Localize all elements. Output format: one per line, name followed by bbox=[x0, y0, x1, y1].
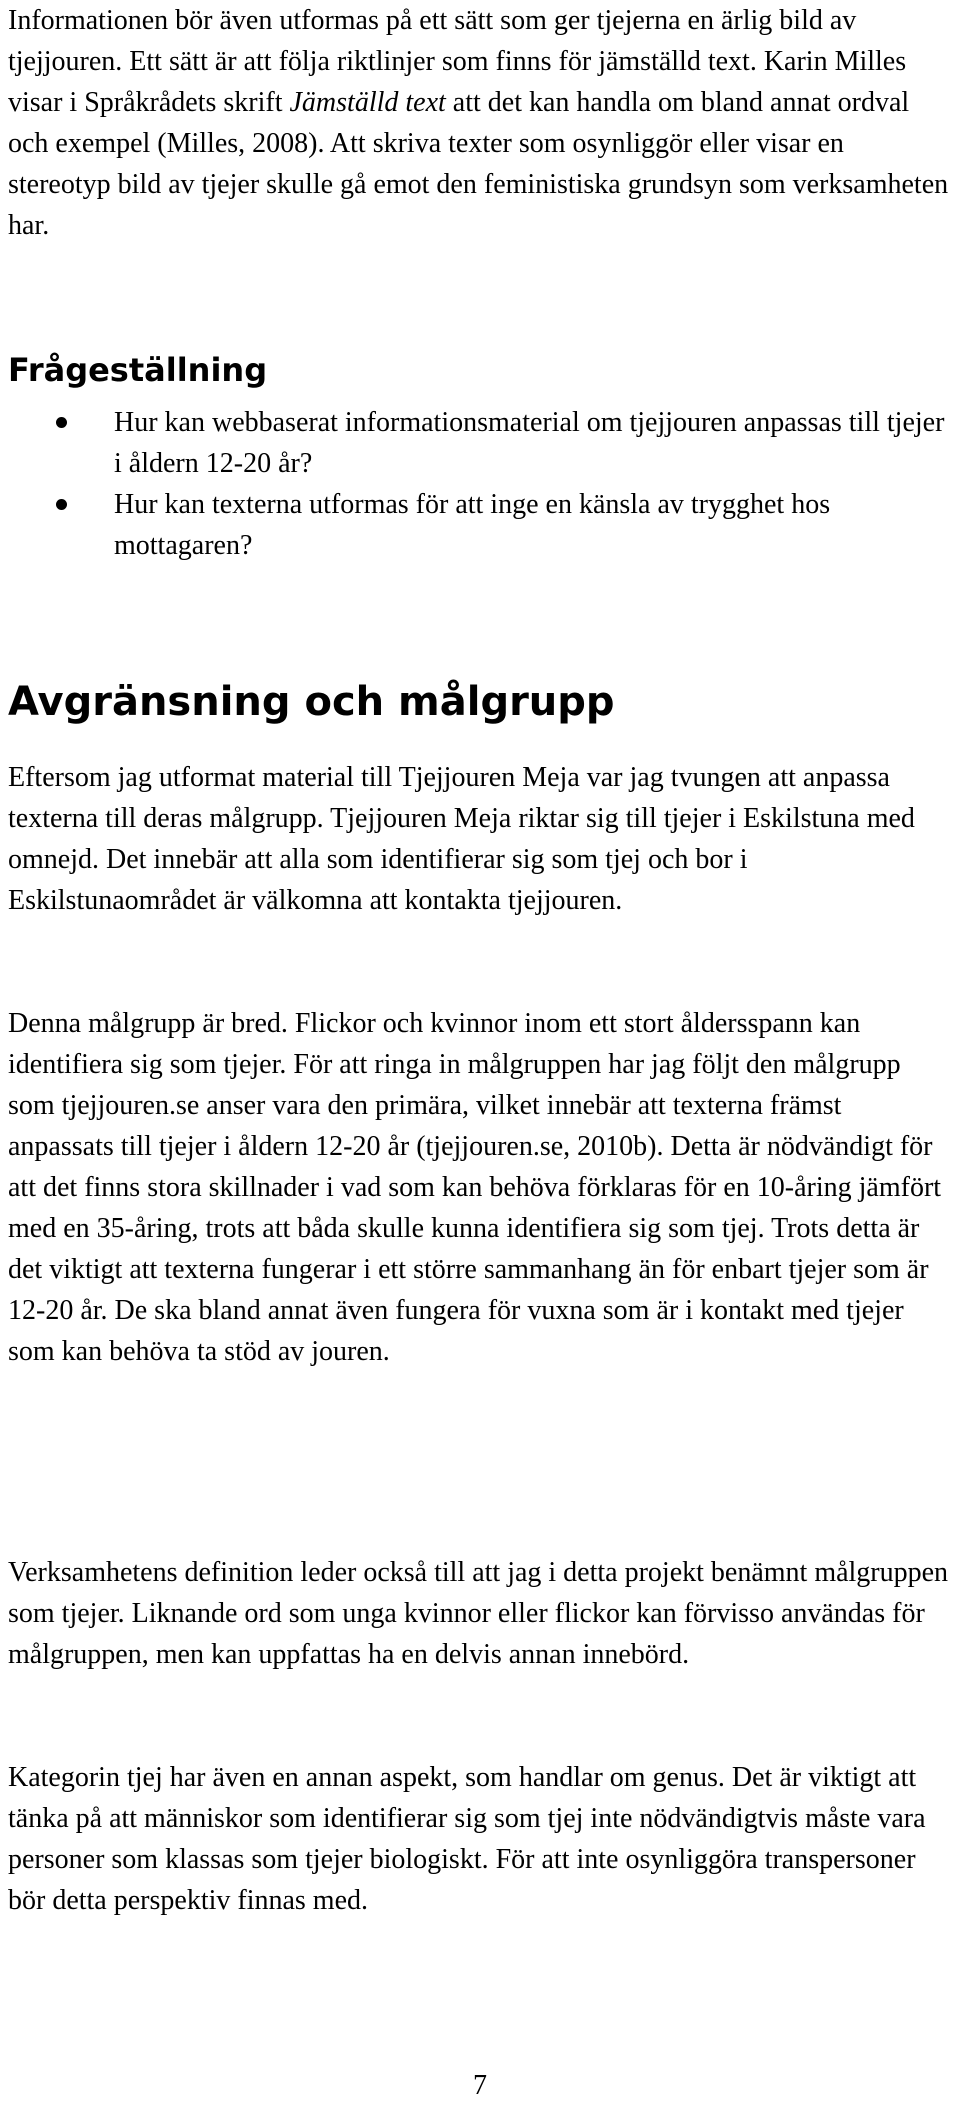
page-number: 7 bbox=[473, 2070, 487, 2101]
question-list bbox=[8, 402, 952, 566]
intro-title-italic: Jämställd text bbox=[289, 87, 446, 118]
heading-avgransning: Avgränsning och målgrupp bbox=[8, 679, 615, 725]
bullet-icon bbox=[56, 417, 67, 428]
heading-fragestallning: Frågeställning bbox=[8, 351, 268, 389]
paragraph-malgrupp-3: Verksamhetens definition leder också till att jag i detta projekt benämnt målgruppen som tjejer. Liknande ord som unga kvinnor eller flickor kan förvisso användas för målgruppen, men kan uppfattas ha en delvis annan innebörd. bbox=[8, 1557, 949, 1670]
question-text: Hur kan webbaserat informationsmaterial om tjejjouren anpassas till tjejer i åldern 12-20 år? bbox=[114, 407, 945, 479]
intro-paragraph bbox=[8, 0, 952, 246]
intro-text-end: att det kan handla om bland annat ordval och exempel (Milles, 2008). Att skriva texter som osynliggör eller visar en stereotyp bild av tjejer skulle gå emot den feministiska grundsyn som verksamheten har. bbox=[8, 87, 949, 241]
paragraph-malgrupp-2: Denna målgrupp är bred. Flickor och kvinnor inom ett stort åldersspann kan identifiera sig som tjejer. För att ringa in målgruppen har jag följt den målgrupp som tjejjouren.se anser vara den primära, vilket innebär att texterna främst anpassats till tjejer i åldern 12-20 år (tjejjouren.se, 2010b). Detta är nödvändigt för att det finns stora skillnader i vad som kan behöva förklaras för en 10-åring jämfört med en 35-åring, trots att båda skulle kunna identifiera sig som tjej. Trots detta är det viktigt att texterna fungerar i ett större sammanhang än för enbart tjejer som är 12-20 år. De ska bland annat även fungera för vuxna som är i kontakt med tjejer som kan behöva ta stöd av jouren. bbox=[8, 1008, 942, 1367]
bullet-icon bbox=[56, 499, 67, 510]
question-item-1 bbox=[8, 402, 952, 484]
question-item-2 bbox=[8, 484, 952, 566]
paragraph-malgrupp-1: Eftersom jag utformat material till Tjejjouren Meja var jag tvungen att anpassa texterna till deras målgrupp. Tjejjouren Meja riktar sig till tjejer i Eskilstuna med omnejd. Det innebär att alla som identifierar sig som tjej och bor i Eskilstunaområdet är välkomna att kontakta tjejjouren. bbox=[8, 762, 915, 916]
question-text: Hur kan texterna utformas för att inge en känsla av trygghet hos mottagaren? bbox=[114, 489, 831, 561]
paragraph-malgrupp-4: Kategorin tjej har även en annan aspekt, som handlar om genus. Det är viktigt att tänka på att människor som identifierar sig som tjej inte nödvändigtvis måste vara personer som klassas som tjejer biologiskt. För att inte osynliggöra transpersoner bör detta perspektiv finnas med. bbox=[8, 1762, 926, 1916]
intro-text-start: Informationen bör även utformas på ett sätt som ger tjejerna en ärlig bild av tjejjouren. Ett sätt är att följa riktlinjer som finns för jämställd text. Karin Milles visar i Språkrådets skrift bbox=[8, 5, 907, 118]
